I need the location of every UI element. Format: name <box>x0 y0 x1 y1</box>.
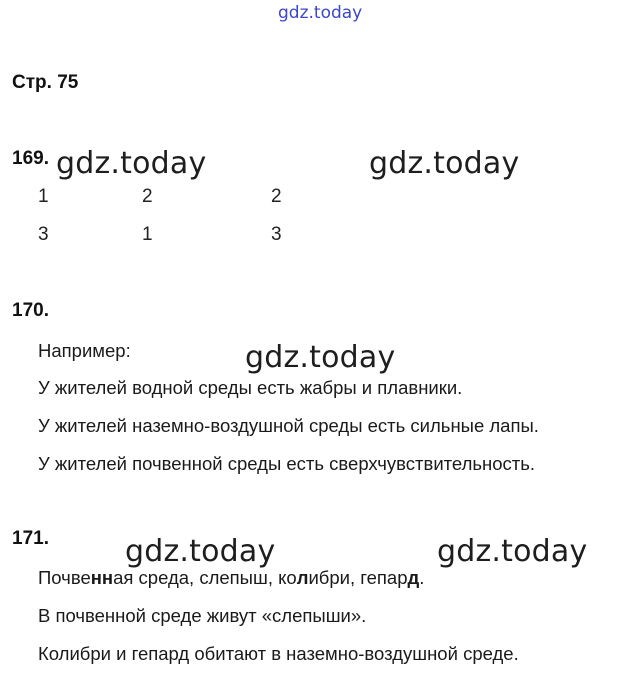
exercise-number-171: 171. <box>12 528 49 549</box>
text-fragment: . <box>419 567 425 588</box>
page-title: Стр. 75 <box>12 72 79 93</box>
answer-intro: Например: <box>38 340 131 361</box>
answer-cell: 1 <box>142 224 153 245</box>
answer-cell: 2 <box>142 186 153 207</box>
watermark: gdz.today <box>125 534 276 569</box>
answer-cell: 2 <box>271 186 282 207</box>
answer-cell: 1 <box>38 186 49 207</box>
answer-cell: 3 <box>38 224 49 245</box>
answer-line: У жителей наземно-воздушной среды есть сильные лапы. <box>38 415 539 436</box>
text-fragment: ибри, гепар <box>308 567 408 588</box>
answer-line: В почвенной среде живут «слепыши». <box>38 605 367 626</box>
site-header-link[interactable]: gdz.today <box>278 3 363 23</box>
answer-line: У жителей водной среды есть жабры и плавники. <box>38 377 463 398</box>
text-fragment: Почве <box>38 567 91 588</box>
highlighted-letters: л <box>296 567 309 588</box>
answer-line: У жителей почвенной среды есть сверхчувствительность. <box>38 453 536 474</box>
answer-cell: 3 <box>271 224 282 245</box>
answer-line: Колибри и гепард обитают в наземно-воздушной среде. <box>38 643 519 664</box>
highlighted-letters: д <box>407 567 420 588</box>
exercise-number-170: 170. <box>12 300 49 321</box>
watermark: gdz.today <box>56 146 207 181</box>
highlighted-letters: нн <box>90 567 114 588</box>
watermark: gdz.today <box>437 534 588 569</box>
exercise-number-169: 169. <box>12 148 49 169</box>
watermark: gdz.today <box>245 340 396 375</box>
watermark: gdz.today <box>369 146 520 181</box>
text-fragment: ая среда, слепыш, ко <box>113 567 297 588</box>
answer-line-with-highlights <box>38 567 424 589</box>
